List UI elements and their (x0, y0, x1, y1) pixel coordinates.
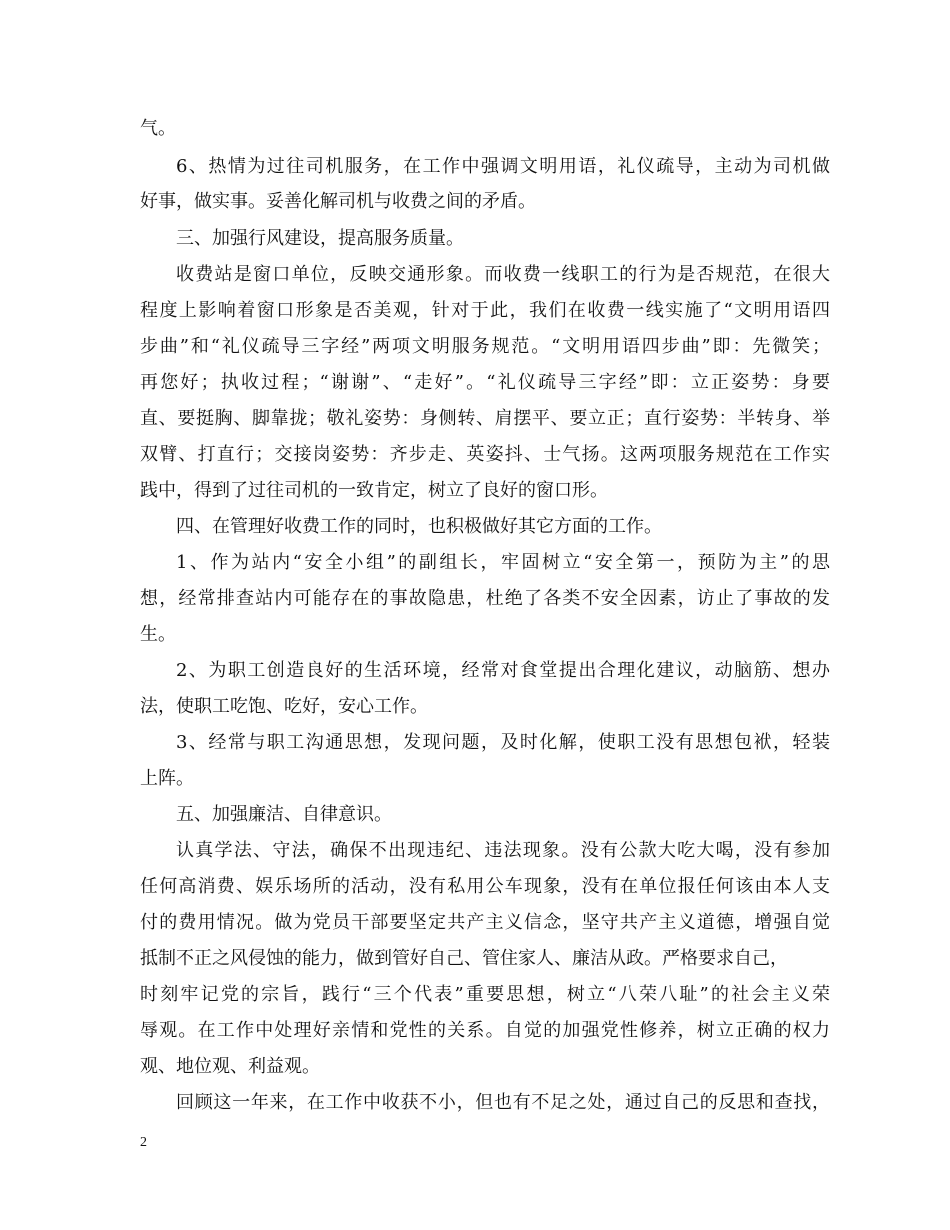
text-line: 再您好；执收过程；“谢谢”、“走好”。“礼仪疏导三字经”即：立正姿势：身要 (140, 372, 830, 393)
text-line: 2、为职工创造良好的生活环境，经常对食堂提出合理化建议，动脑筋、想办 (176, 660, 830, 681)
text-line: 辱观。在工作中处理好亲情和党性的关系。自觉的加强党性修养，树立正确的权力 (140, 1020, 830, 1041)
section-heading: 五、加强廉洁、自律意识。 (176, 804, 392, 825)
text-line: 步曲”和“礼仪疏导三字经”两项文明服务规范。“文明用语四步曲”即：先微笑； (140, 336, 830, 357)
text-line: 付的费用情况。做为党员干部要坚定共产主义信念，坚守共产主义道德，增强自觉 (140, 912, 830, 933)
text-line: 想，经常排查站内可能存在的事故隐患，杜绝了各类不安全因素，访止了事故的发 (140, 588, 830, 609)
section-heading: 三、加强行风建设，提高服务质量。 (176, 228, 464, 249)
text-line: 好事，做实事。妥善化解司机与收费之间的矛盾。 (140, 191, 536, 212)
text-line: 抵制不正之风侵蚀的能力，做到管好自己、管住家人、廉洁从政。严格要求自己， (140, 948, 788, 969)
text-line: 法，使职工吃饱、吃好，安心工作。 (140, 696, 428, 717)
text-line: 直、要挺胸、脚靠拢；敬礼姿势：身侧转、肩摆平、要立正；直行姿势：半转身、举 (140, 408, 830, 429)
text-line: 气。 (140, 118, 176, 139)
text-line: 6、热情为过往司机服务，在工作中强调文明用语，礼仪疏导，主动为司机做 (176, 156, 830, 177)
text-line: 时刻牢记党的宗旨，践行“三个代表”重要思想，树立“八荣八耻”的社会主义荣 (140, 984, 830, 1005)
text-line: 程度上影响着窗口形象是否美观，针对于此，我们在收费一线实施了“文明用语四 (140, 300, 830, 321)
text-line: 践中，得到了过往司机的一致肯定，树立了良好的窗口形。 (140, 480, 608, 501)
text-line: 3、经常与职工沟通思想，发现问题，及时化解，使职工没有思想包袱，轻装 (176, 732, 830, 753)
text-line: 收费站是窗口单位，反映交通形象。而收费一线职工的行为是否规范，在很大 (176, 264, 830, 285)
text-line: 双臂、打直行；交接岗姿势：齐步走、英姿抖、士气扬。这两项服务规范在工作实 (140, 444, 830, 465)
text-line: 任何高消费、娱乐场所的活动，没有私用公车现象，没有在单位报任何该由本人支 (140, 876, 830, 897)
page-number: 2 (140, 1135, 147, 1150)
text-line: 认真学法、守法，确保不出现违纪、违法现象。没有公款大吃大喝，没有参加 (176, 840, 830, 861)
section-heading: 四、在管理好收费工作的同时，也积极做好其它方面的工作。 (176, 516, 662, 537)
text-line: 上阵。 (140, 768, 194, 789)
text-line: 观、地位观、利益观。 (140, 1056, 320, 1077)
text-line: 1、作为站内“安全小组”的副组长，牢固树立“安全第一，预防为主”的思 (176, 552, 830, 573)
text-line: 生。 (140, 624, 176, 645)
text-line: 回顾这一年来，在工作中收获不小，但也有不足之处，通过自己的反思和查找， (176, 1092, 830, 1113)
